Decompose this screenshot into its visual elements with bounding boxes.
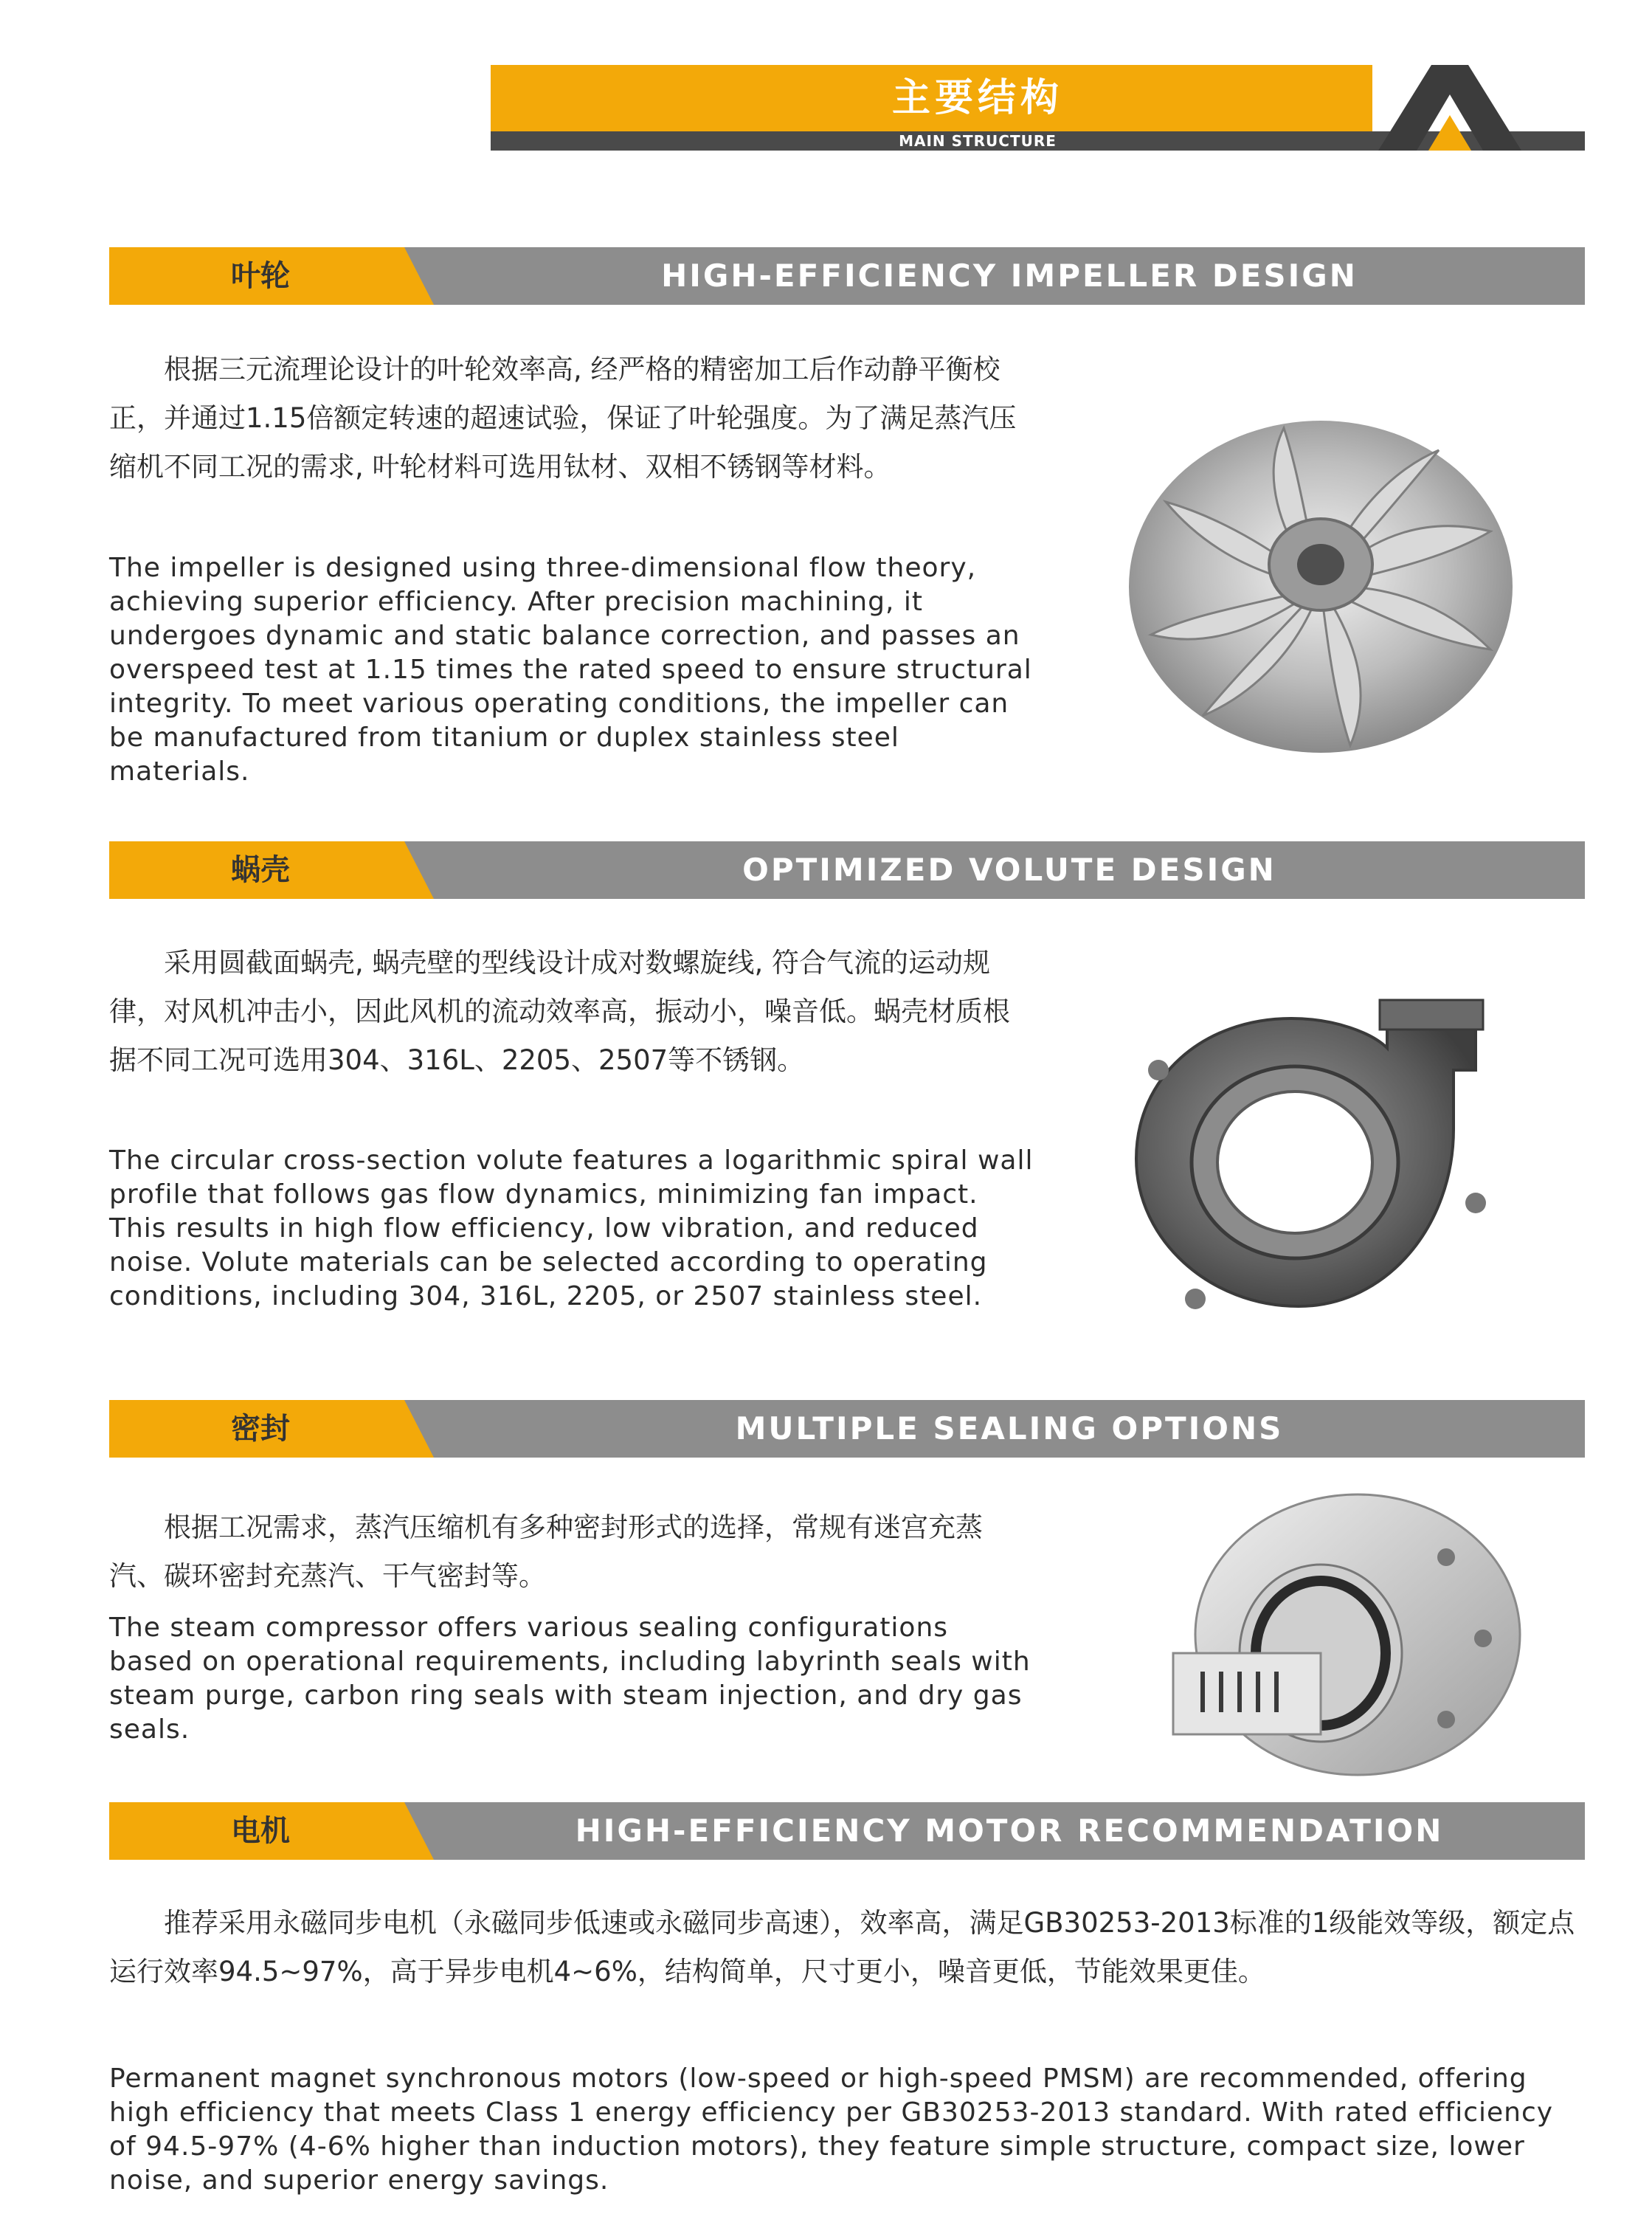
seal-image — [1136, 1476, 1535, 1786]
impeller-image — [1107, 384, 1535, 768]
volute-cn-text: 采用圆截面蜗壳, 蜗壳壁的型线设计成对数螺旋线, 符合气流的运动规律，对风机冲击小，因此风机的流动效率高，振动小，噪音低。蜗壳材质根据不同工况可选用304、316L、2205、2507等不锈钢。 — [109, 947, 1010, 1076]
section-heading: HIGH-EFFICIENCY IMPELLER DESIGN — [661, 258, 1358, 294]
motor-en-text: Permanent magnet synchronous motors (low-speed or high-speed PMSM) are recommended, offering high efficiency that meets Class 1 energy efficiency per GB30253-2013 standard. With rated efficiency of 94.5-97% (4-6% higher than induction motors), they feature simple structure, compact size, lower noise, and superior energy savings. — [109, 2063, 1554, 2196]
section-tab-label: 电机 — [231, 1814, 290, 1848]
section-bar-impeller — [109, 247, 1585, 305]
section-heading: MULTIPLE SEALING OPTIONS — [735, 1410, 1284, 1446]
section-bar-sealing — [109, 1400, 1585, 1458]
impeller-cn-text: 根据三元流理论设计的叶轮效率高, 经严格的精密加工后作动静平衡校正，并通过1.15倍额定转速的超速试验，保证了叶轮强度。为了满足蒸汽压缩机不同工况的需求, 叶轮材料可选用钛材、双相不锈钢等材料。 — [109, 354, 1017, 483]
impeller-en-text: The impeller is designed using three-dimensional flow theory, achieving superior efficiency. After precision machining, it undergoes dynamic and static balance correction, and passes an overspeed test at 1.15 times the rated speed to ensure structural integrity. To meet various operating conditions, the impeller can be manufactured from titanium or duplex stainless steel materials. — [109, 553, 1032, 787]
page-subtitle: MAIN STRUCTURE — [899, 132, 1057, 150]
section-tab-label: 密封 — [231, 1412, 290, 1446]
section-heading: HIGH-EFFICIENCY MOTOR RECOMMENDATION — [575, 1813, 1444, 1849]
page-title: 主要结构 — [891, 76, 1063, 120]
section-heading: OPTIMIZED VOLUTE DESIGN — [742, 852, 1276, 888]
sealing-en-text: The steam compressor offers various sealing configurations based on operational requirements, including labyrinth seals with steam purge, carbon ring seals with steam injection, and dry gas seals. — [109, 1613, 1031, 1745]
page-header — [491, 65, 1585, 152]
volute-en-text: The circular cross-section volute features a logarithmic spiral wall profile that follows gas flow dynamics, minimizing fan impact. This results in high flow efficiency, low vibration, and reduced noise. Volute materials can be selected according to operating conditions, including 304, 316L, 2205, or 2507 stainless steel. — [109, 1145, 1034, 1311]
sealing-cn-text: 根据工况需求，蒸汽压缩机有多种密封形式的选择，常规有迷宫充蒸汽、碳环密封充蒸汽、干气密封等。 — [109, 1511, 983, 1592]
section-bar-volute — [109, 841, 1585, 899]
section-bar-motor — [109, 1802, 1585, 1860]
motor-cn-text: 推荐采用永磁同步电机（永磁同步低速或永磁同步高速），效率高，满足GB30253-2013标准的1级能效等级，额定点运行效率94.5~97%，高于异步电机4~6%，结构简单，尺寸更小，噪音更低，节能效果更佳。 — [109, 1907, 1575, 1987]
volute-image — [1107, 982, 1535, 1336]
brand-logo-icon — [1358, 65, 1585, 151]
section-tab-label: 蜗壳 — [231, 853, 290, 887]
section-tab-label: 叶轮 — [231, 259, 290, 293]
